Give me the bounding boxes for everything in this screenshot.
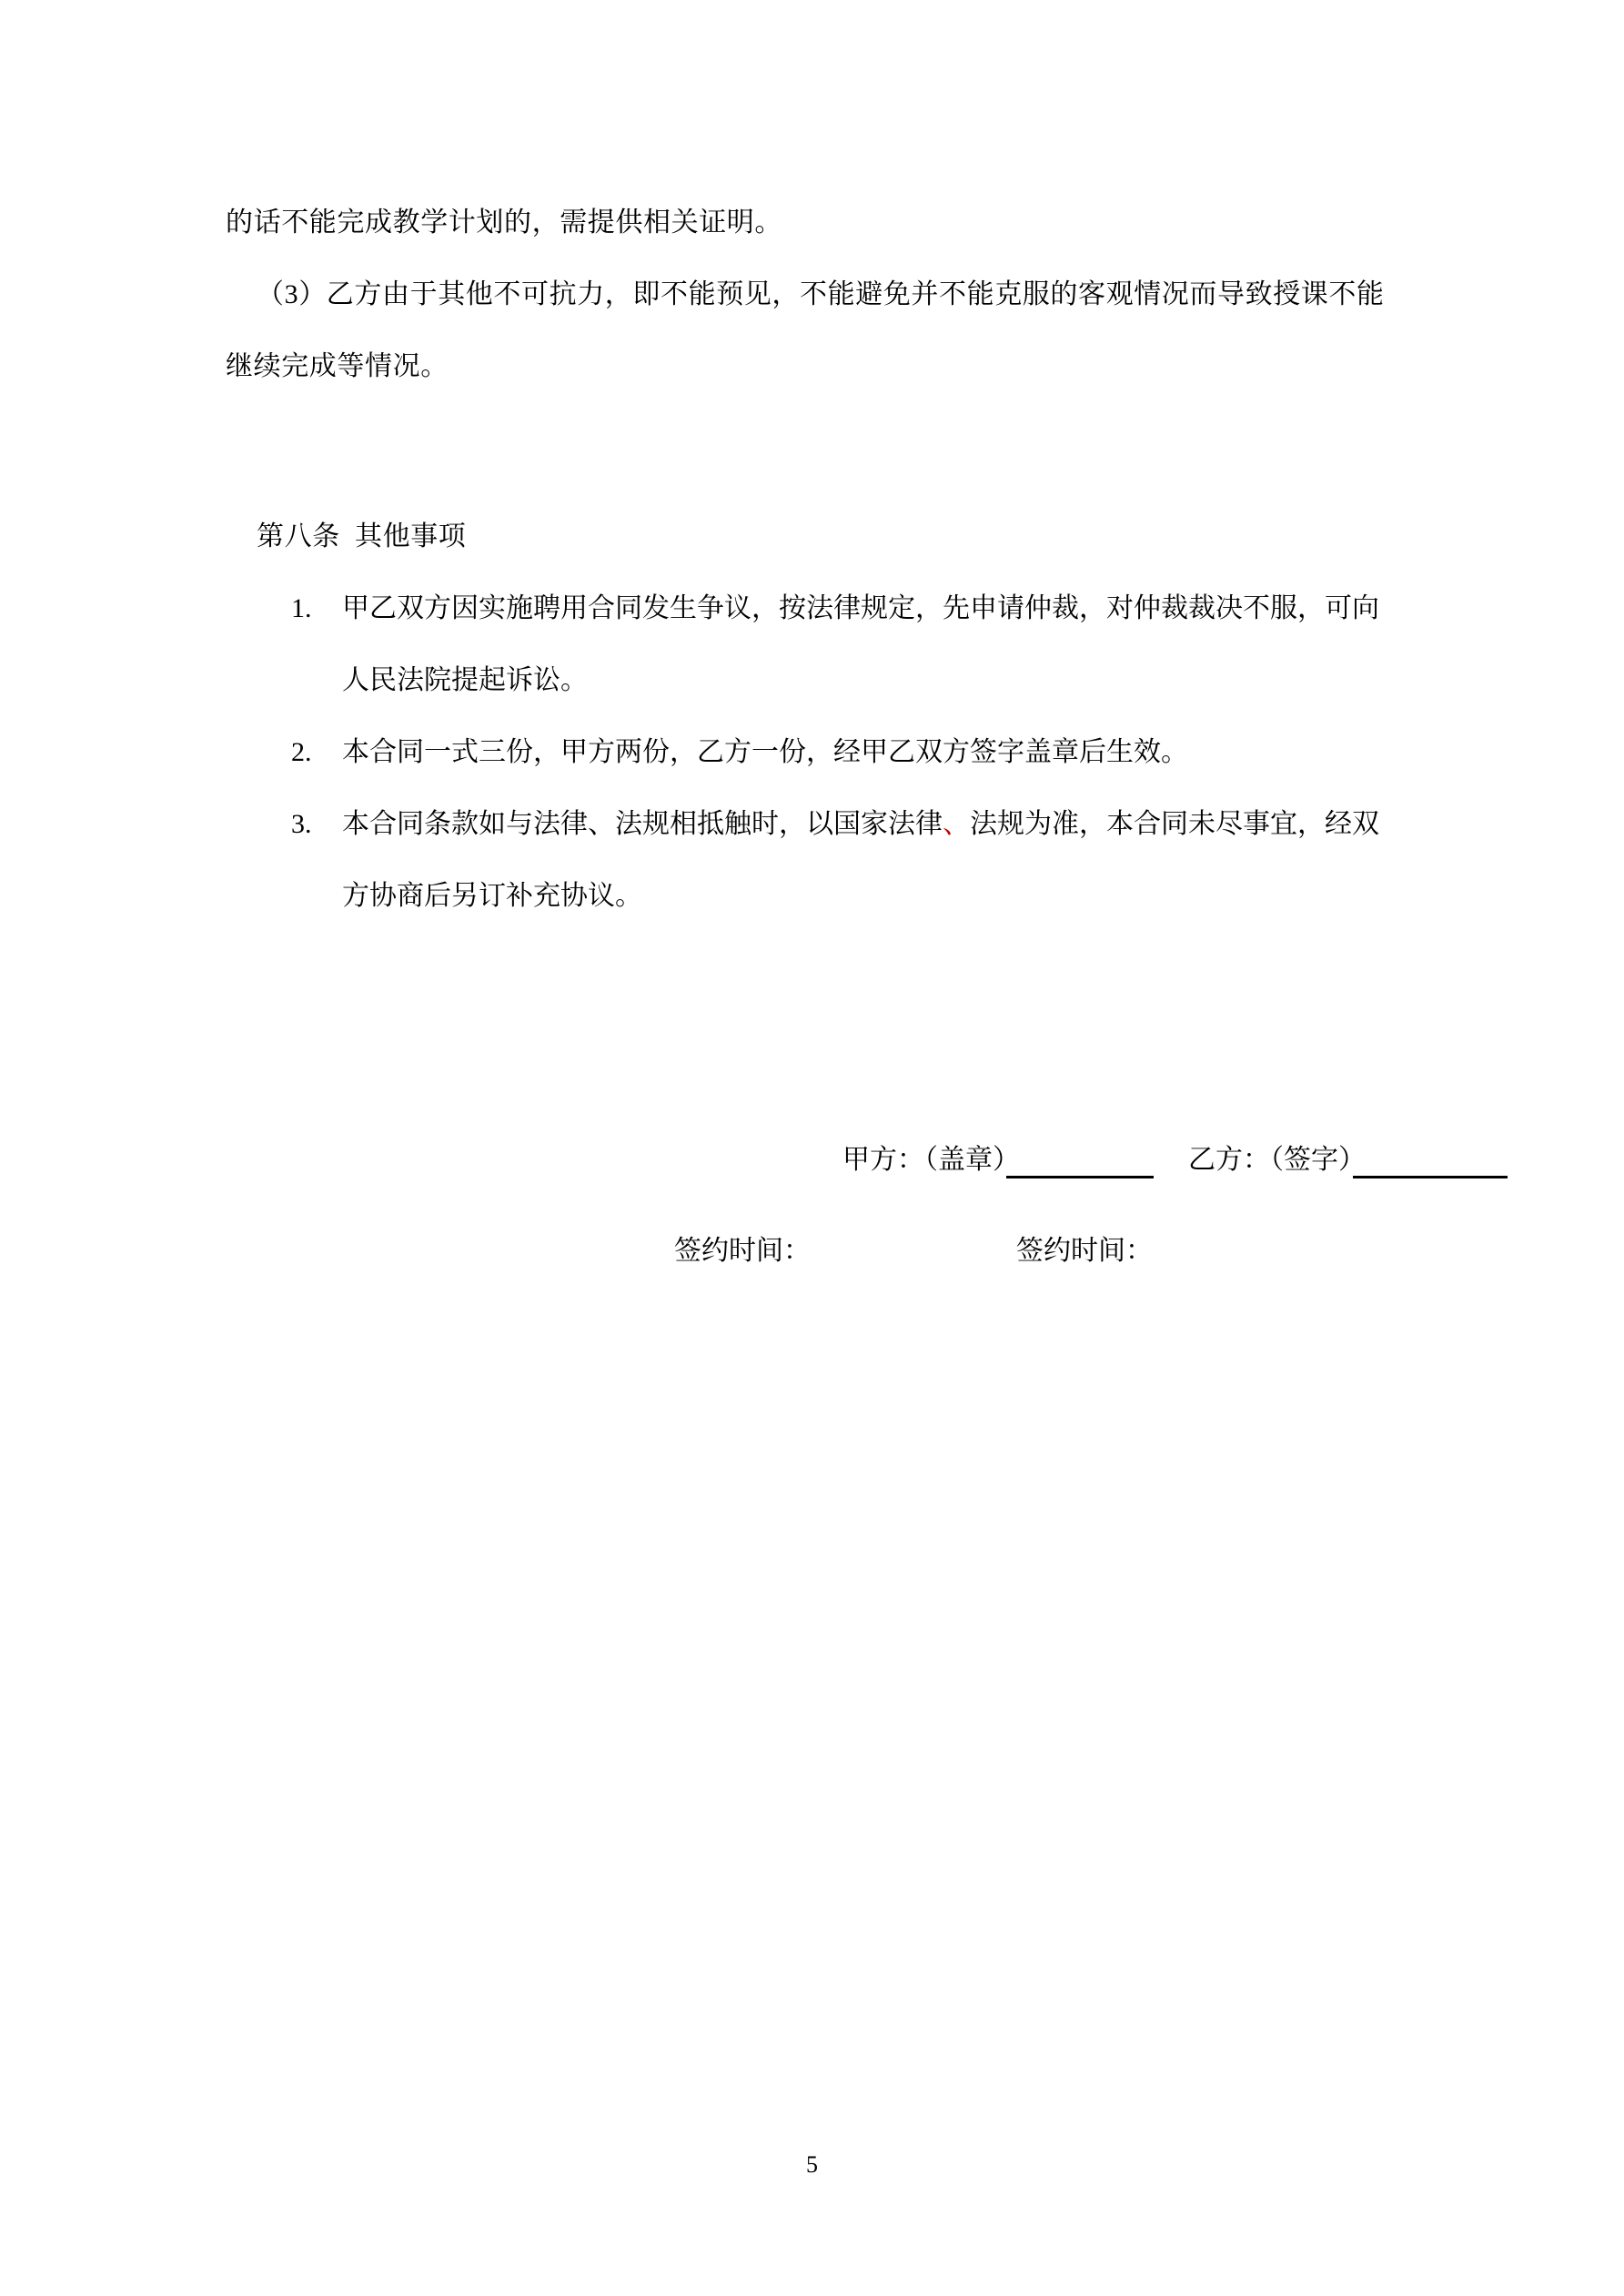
list-marker: 3.	[291, 809, 312, 839]
party-a-signature-label: 甲方：（盖章）	[842, 1145, 1020, 1175]
list-marker: 1.	[291, 593, 312, 623]
paragraph-continued: 的话不能完成教学计划的，需提供相关证明。	[226, 207, 782, 238]
party-a-signature-line	[1006, 1176, 1154, 1178]
party-a-date-label: 签约时间：	[674, 1236, 811, 1266]
paragraph-clause-3: （3）乙方由于其他不可抗力，即不能预见，不能避免并不能克服的客观情况而导致授课不能继续完成等情况。	[226, 279, 1385, 381]
list-item-text-highlight: 、	[943, 809, 970, 839]
section-spacer	[226, 402, 1390, 501]
signature-block	[451, 1128, 1616, 1283]
party-b-date-label: 签约时间：	[1016, 1236, 1153, 1266]
section-heading-article-8: 第八条 其他事项	[257, 521, 467, 551]
signature-names-row	[451, 1128, 1616, 1192]
list-item-text-after: 法规为准，本合同未尽事宜，经双方协商后另订补充协议。	[342, 809, 1379, 911]
list-item-text: 甲乙双方因实施聘用合同发生争议，按法律规定，先申请仲裁，对仲裁裁决不服，可向人民法院提起诉讼。	[342, 593, 1379, 695]
party-b-signature-line	[1353, 1176, 1508, 1178]
party-b-signature-label: 乙方：（签字）	[1188, 1145, 1366, 1175]
list-item-text-before: 本合同条款如与法律、法规相抵触时，以国家法律	[342, 809, 943, 839]
list-item-text: 本合同一式三份，甲方两份，乙方一份，经甲乙双方签字盖章后生效。	[342, 737, 1188, 767]
document-body	[226, 187, 1390, 1266]
list-item	[226, 716, 1390, 788]
list-marker: 2.	[291, 737, 312, 767]
page-number: 5	[806, 2151, 818, 2178]
list-item	[226, 788, 1390, 932]
list-item	[226, 572, 1390, 716]
list-item-text	[342, 788, 1390, 932]
signature-dates-row	[451, 1219, 1616, 1283]
